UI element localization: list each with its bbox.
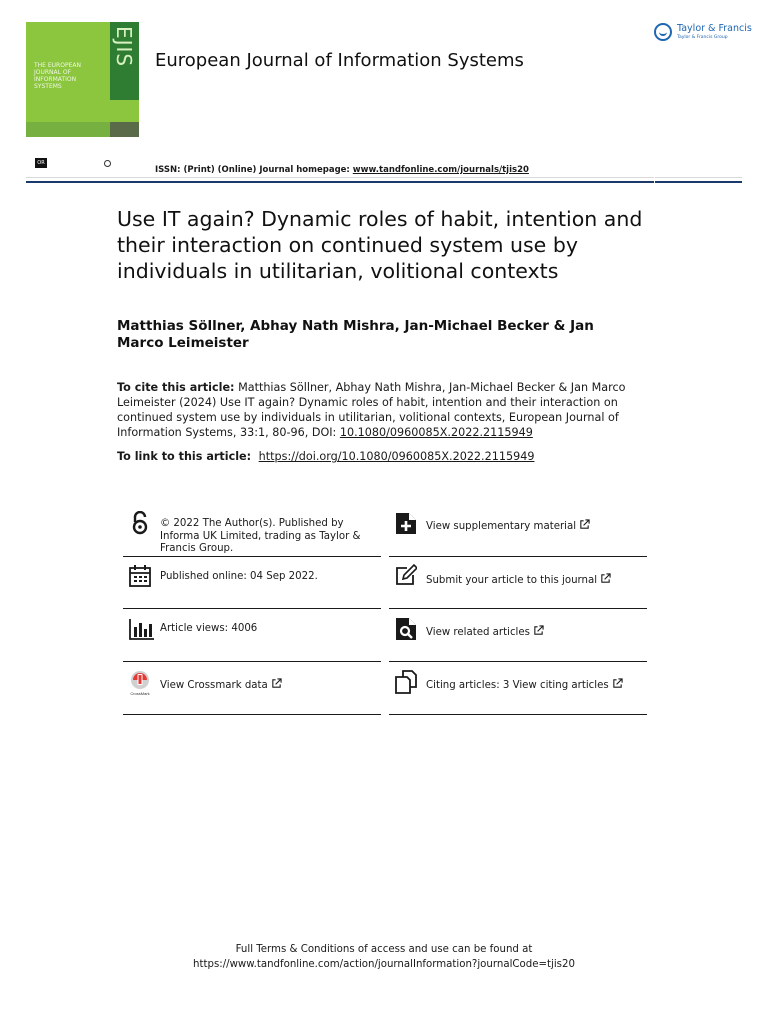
grid-rule xyxy=(123,608,381,609)
taylor-francis-logo[interactable] xyxy=(654,22,752,46)
citation-label: To cite this article: xyxy=(117,381,235,394)
external-link-icon xyxy=(612,678,623,689)
society-logo: OR xyxy=(35,157,69,169)
grid-rule xyxy=(389,661,647,662)
bar-chart-icon xyxy=(129,617,155,641)
partner-logo xyxy=(104,160,134,168)
cover-title: THE EUROPEAN JOURNAL OF INFORMATION SYSTEMS xyxy=(34,62,81,90)
issn-prefix: ISSN: (Print) (Online) Journal homepage: xyxy=(155,165,350,175)
publisher-logo-icon xyxy=(654,23,672,41)
external-link-icon xyxy=(533,625,544,636)
citing-cell[interactable] xyxy=(389,668,647,714)
external-link-icon xyxy=(579,519,590,530)
article-authors: Matthias Söllner, Abhay Nath Mishra, Jan-Michael Becker & Jan Marco Leimeister xyxy=(117,318,594,351)
supplementary-link[interactable]: View supplementary material xyxy=(426,519,646,534)
submit-cell[interactable] xyxy=(389,562,647,608)
svg-text:CrossMark: CrossMark xyxy=(130,691,150,696)
views-cell xyxy=(123,615,381,661)
journal-cover-image xyxy=(26,22,139,137)
cover-band-dark xyxy=(110,122,139,137)
article-link-label: To link to this article: xyxy=(117,450,252,463)
open-access-icon xyxy=(129,511,151,535)
terms-url[interactable]: https://www.tandfonline.com/action/journalInformation?journalCode=tjis20 xyxy=(193,959,575,970)
header-rule xyxy=(26,181,742,183)
published-date: Published online: 04 Sep 2022. xyxy=(160,571,318,582)
citing-articles-icon xyxy=(395,670,417,694)
grid-rule xyxy=(389,714,647,715)
header-rule-thin xyxy=(26,177,742,178)
journal-homepage-link[interactable]: www.tandfonline.com/journals/tjis20 xyxy=(352,165,529,175)
grid-rule xyxy=(389,608,647,609)
crossmark-icon xyxy=(128,670,152,696)
external-link-icon xyxy=(271,678,282,689)
issn-line xyxy=(155,165,529,175)
supplementary-file-icon xyxy=(395,511,417,535)
grid-rule xyxy=(389,556,647,557)
submit-article-link[interactable]: Submit your article to this journal xyxy=(426,573,646,588)
crossmark-link[interactable]: View Crossmark data xyxy=(160,678,380,693)
article-title: Use IT again? Dynamic roles of habit, intention and their interaction on continued system use by individuals in utilitarian, volitional contexts xyxy=(117,207,643,283)
grid-rule xyxy=(123,556,381,557)
citation xyxy=(117,380,637,440)
journal-title: European Journal of Information Systems xyxy=(155,50,524,71)
grid-rule xyxy=(123,661,381,662)
external-link-icon xyxy=(600,573,611,584)
citing-articles-link[interactable]: Citing articles: 3 View citing articles xyxy=(426,678,646,693)
calendar-icon xyxy=(129,564,151,588)
supplementary-cell[interactable] xyxy=(389,509,647,555)
publisher-sub: Taylor & Francis Group xyxy=(677,35,728,40)
edit-icon xyxy=(395,564,417,588)
citation-text: Matthias Söllner, Abhay Nath Mishra, Jan-Michael Becker & Jan Marco Leimeister (2024) Use IT again? Dynamic roles of habit, intention and their interaction on continued system use by individuals in utilitarian, volitional contexts, European Journal of Information Systems, 33:1, 80-96, DOI: xyxy=(117,381,626,439)
terms-footer xyxy=(0,942,768,972)
grid-rule xyxy=(123,714,381,715)
open-access-cell xyxy=(123,509,381,555)
cover-abbreviation: EJIS xyxy=(112,26,136,68)
header-rule-gap xyxy=(654,177,655,183)
cover-band xyxy=(26,122,110,137)
article-views: Article views: 4006 xyxy=(160,623,258,634)
article-link xyxy=(117,449,637,464)
related-articles-icon xyxy=(395,617,417,641)
open-access-text: © 2022 The Author(s). Published by Informa UK Limited, trading as Taylor & Francis Group. xyxy=(160,518,361,554)
article-doi-link[interactable]: https://doi.org/10.1080/0960085X.2022.2115949 xyxy=(258,450,535,463)
related-articles-link[interactable]: View related articles xyxy=(426,625,646,640)
citation-doi-link[interactable]: 10.1080/0960085X.2022.2115949 xyxy=(339,426,533,439)
related-cell[interactable] xyxy=(389,615,647,661)
publisher-name: Taylor & Francis xyxy=(677,23,752,34)
terms-line: Full Terms & Conditions of access and use can be found at xyxy=(235,944,533,955)
crossmark-cell[interactable] xyxy=(123,668,381,714)
published-cell xyxy=(123,562,381,608)
